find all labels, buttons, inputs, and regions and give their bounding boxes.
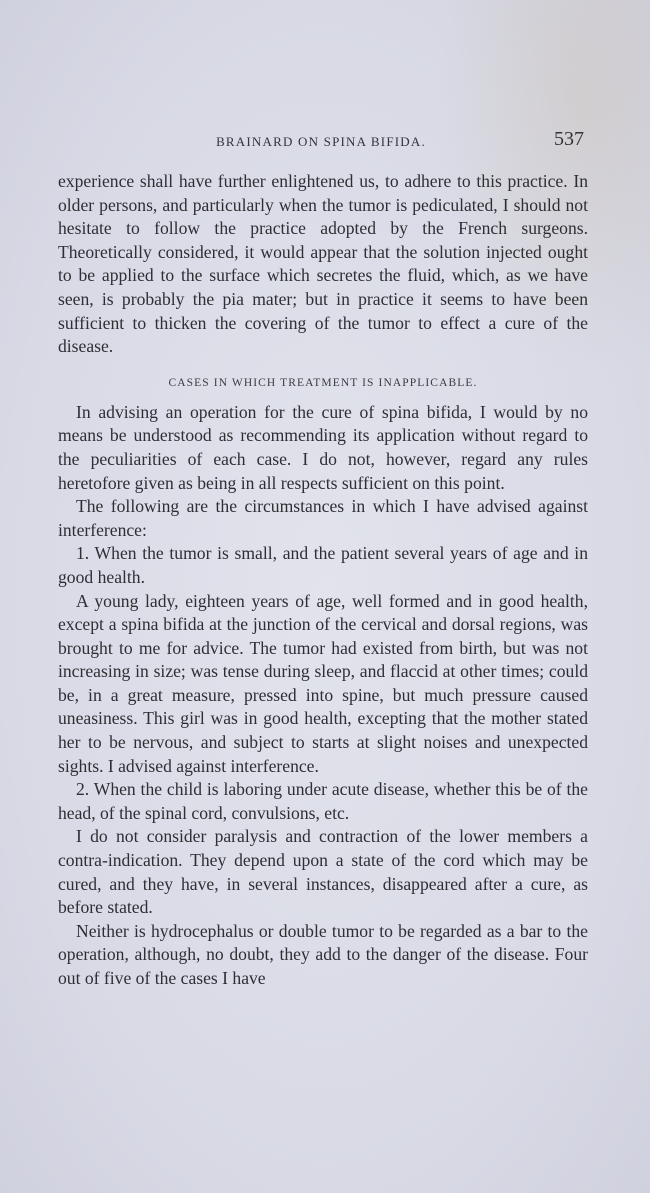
paragraph: The following are the circumstances in which I have advised against interference:	[58, 496, 588, 540]
paragraph: experience shall have further enlightened us, to adhere to this practice. In older persons, and particularly when the tumor is pediculated, I should not hesitate to follow the practice adopted by the French surgeons. Theoretically considered, it would appear that the solution injected ought to be applied to the surface which secretes the fluid, which, as we have seen, is probably the pia mater; but in practice it seems to have been sufficient to thicken the covering of the tumor to effect a cure of the disease.	[58, 171, 588, 357]
paragraph: I do not consider paralysis and contraction of the lower members a contra-indication. They depend upon a state of the cord which may be cured, and they have, in several instances, disappeared after a cure, as before stated.	[58, 826, 588, 918]
running-title: BRAINARD ON SPINA BIFIDA.	[216, 134, 426, 149]
paragraph: 2. When the child is laboring under acute disease, whether this be of the head, of the spinal cord, convulsions, etc.	[58, 779, 588, 823]
section-heading: CASES IN WHICH TREATMENT IS INAPPLICABLE.	[168, 376, 478, 389]
paragraph: 1. When the tumor is small, and the patient several years of age and in good health.	[58, 543, 588, 587]
paragraph: In advising an operation for the cure of spina bifida, I would by no means be understood as recommending its application without regard to the peculiarities of each case. I do not, however, regard any rules heretofore given as being in all respects sufficient on this point.	[58, 401, 588, 493]
running-head	[58, 128, 584, 154]
paragraph: A young lady, eighteen years of age, well formed and in good health, except a spina bifida at the junction of the cervical and dorsal regions, was brought to me for advice. The tumor had existed from birth, but was not increasing in size; was tense during sleep, and flaccid at other times; could be, in a great measure, pressed into spine, but much pressure caused uneasiness. This girl was in good health, excepting that the mother stated her to be nervous, and subject to starts at slight noises and unexpected sights. I advised against interference.	[58, 590, 588, 776]
page-number: 537	[554, 128, 584, 150]
body-text	[58, 170, 588, 991]
paragraph: Neither is hydrocephalus or double tumor to be regarded as a bar to the operation, although, no doubt, they add to the danger of the disease. Four out of five of the cases I have	[58, 920, 588, 988]
